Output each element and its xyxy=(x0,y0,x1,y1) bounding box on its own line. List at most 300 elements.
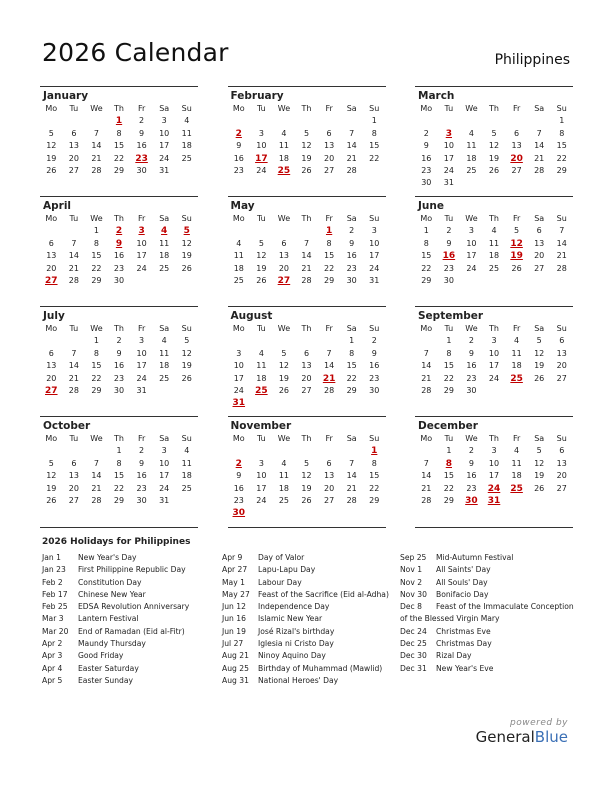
day-cell: 1 xyxy=(423,226,429,236)
week-row xyxy=(40,483,198,495)
day-cell: 8 xyxy=(349,348,355,358)
holiday-name: Feast of the Sacrifice (Eid al-Adha) xyxy=(258,589,389,599)
week-row xyxy=(228,385,386,397)
day-cell: 17 xyxy=(136,251,147,261)
month-name: January xyxy=(43,90,89,102)
day-cell: 13 xyxy=(324,141,335,151)
holiday-item xyxy=(222,675,389,687)
day-cell: 30 xyxy=(346,275,357,285)
weekday-label: Sa xyxy=(346,434,357,443)
holiday-column xyxy=(222,552,389,687)
day-cell: 5 xyxy=(536,336,542,346)
day-cell: 9 xyxy=(371,348,377,358)
day-cell: 28 xyxy=(91,495,102,505)
holiday-name: All Souls' Day xyxy=(436,577,488,587)
weekday-label: Th xyxy=(301,214,312,223)
week-row xyxy=(415,225,573,237)
day-cell: 31 xyxy=(487,495,501,506)
day-cell: 10 xyxy=(233,361,244,371)
weekday-header xyxy=(415,213,573,225)
holiday-date: Mar 20 xyxy=(42,626,69,636)
day-cell: 21 xyxy=(91,153,102,163)
day-cell xyxy=(295,335,318,347)
week-row xyxy=(40,153,198,165)
day-cell: 12 xyxy=(46,471,57,481)
day-cell: 14 xyxy=(534,141,545,151)
week-row xyxy=(415,385,573,397)
weekday-label: Th xyxy=(114,104,124,113)
day-cell: 28 xyxy=(301,275,312,285)
day-cell: 3 xyxy=(258,128,264,138)
week-row xyxy=(415,495,573,507)
holiday-date: Dec 25 xyxy=(400,639,427,649)
holiday-item xyxy=(42,626,189,638)
day-cell xyxy=(153,275,176,287)
day-cell xyxy=(175,275,198,287)
weekday-label: Su xyxy=(369,324,380,333)
month-march xyxy=(415,86,573,196)
day-cell: 8 xyxy=(371,458,377,468)
day-cell xyxy=(318,507,341,519)
day-cell: 24 xyxy=(256,165,267,175)
day-cell: 1 xyxy=(371,116,377,126)
weekday-label: Mo xyxy=(420,434,433,443)
week-row xyxy=(228,470,386,482)
month-october xyxy=(40,416,198,528)
day-cell: 30 xyxy=(443,275,454,285)
day-cell: 7 xyxy=(93,458,99,468)
holiday-item xyxy=(222,613,389,625)
week-row xyxy=(415,153,573,165)
weekday-label: We xyxy=(465,324,478,333)
day-cell: 1 xyxy=(446,446,452,456)
day-cell: 29 xyxy=(113,495,125,505)
day-cell: 14 xyxy=(68,251,79,261)
holiday-item xyxy=(400,626,574,638)
weekday-label: Fr xyxy=(137,104,146,113)
day-cell: 11 xyxy=(466,141,477,151)
day-cell: 30 xyxy=(232,508,246,519)
weekday-label: Su xyxy=(369,214,380,223)
country-name: Philippines xyxy=(494,52,570,68)
day-cell: 30 xyxy=(113,385,125,395)
weekday-label: Tu xyxy=(444,434,454,443)
holiday-item xyxy=(400,589,574,601)
holiday-item xyxy=(42,663,189,675)
day-cell: 2 xyxy=(115,226,123,237)
week-row xyxy=(40,165,198,177)
weekday-label: Mo xyxy=(420,214,433,223)
month-june xyxy=(415,196,573,306)
weekday-label: Mo xyxy=(232,324,245,333)
day-cell xyxy=(483,385,506,397)
week-row xyxy=(228,335,386,347)
day-cell: 10 xyxy=(488,348,500,358)
weekday-label: Mo xyxy=(45,434,58,443)
day-cell: 28 xyxy=(534,165,545,175)
day-cell: 14 xyxy=(324,361,335,371)
weekday-header xyxy=(228,323,386,335)
day-cell xyxy=(550,495,573,507)
day-cell xyxy=(460,115,483,127)
day-cell: 26 xyxy=(301,165,312,175)
holiday-item xyxy=(222,577,389,589)
month-name: March xyxy=(418,90,455,102)
day-cell: 6 xyxy=(559,336,565,346)
day-cell: 24 xyxy=(369,263,380,273)
holiday-name: Easter Sunday xyxy=(78,675,134,685)
day-cell: 24 xyxy=(256,495,267,505)
month-december xyxy=(415,416,573,528)
day-cell xyxy=(273,445,296,457)
day-cell: 4 xyxy=(184,446,190,456)
holiday-date: Apr 5 xyxy=(42,675,63,685)
day-cell xyxy=(228,335,251,347)
day-cell: 14 xyxy=(556,238,567,248)
day-cell: 5 xyxy=(303,128,310,138)
day-cell: 19 xyxy=(534,471,545,481)
day-cell xyxy=(85,115,108,127)
day-cell: 2 xyxy=(468,336,474,346)
day-cell xyxy=(550,177,573,189)
day-cell: 26 xyxy=(278,385,290,395)
week-row xyxy=(40,373,198,385)
holiday-name: Day of Valor xyxy=(258,553,305,562)
holidays-title: 2026 Holidays for Philippines xyxy=(42,537,191,547)
week-row xyxy=(415,445,573,457)
day-cell: 13 xyxy=(68,471,79,481)
weekday-label: Fr xyxy=(512,324,521,333)
day-cell: 17 xyxy=(255,153,268,164)
weekday-label: Su xyxy=(556,214,567,223)
day-cell: 23 xyxy=(233,495,244,505)
holiday-name: Ninoy Aquino Day xyxy=(258,651,326,661)
weekday-label: Sa xyxy=(159,434,170,443)
day-cell: 13 xyxy=(324,471,335,481)
holiday-item xyxy=(42,577,189,589)
day-cell: 27 xyxy=(277,275,291,286)
day-cell: 24 xyxy=(466,263,477,273)
day-cell xyxy=(273,115,296,127)
day-cell: 14 xyxy=(301,251,312,261)
day-cell: 12 xyxy=(301,471,312,481)
day-cell: 7 xyxy=(349,128,355,138)
day-cell: 31 xyxy=(159,495,170,505)
day-cell: 25 xyxy=(277,165,291,176)
day-cell: 13 xyxy=(556,348,567,358)
weekday-label: We xyxy=(277,214,291,223)
holiday-item xyxy=(42,552,189,564)
weekday-label: Th xyxy=(489,214,499,223)
day-cell: 12 xyxy=(510,238,523,249)
day-cell xyxy=(250,507,273,519)
day-cell: 23 xyxy=(135,153,148,164)
weekday-label: Sa xyxy=(346,324,357,333)
day-cell: 19 xyxy=(534,361,545,371)
weekday-label: Th xyxy=(114,214,124,223)
day-cell: 4 xyxy=(514,336,520,346)
month-name: May xyxy=(230,200,255,212)
day-cell: 7 xyxy=(71,348,77,358)
day-cell: 24 xyxy=(488,373,500,383)
day-cell: 27 xyxy=(301,385,312,395)
day-cell: 26 xyxy=(511,263,522,273)
week-row xyxy=(415,128,573,140)
day-cell: 16 xyxy=(369,361,380,371)
month-august xyxy=(228,306,386,416)
month-april xyxy=(40,196,198,306)
day-cell xyxy=(63,115,86,127)
day-cell: 9 xyxy=(468,458,474,468)
weekday-label: Mo xyxy=(232,434,245,443)
day-cell: 25 xyxy=(488,263,500,273)
day-cell: 17 xyxy=(159,141,170,151)
day-cell: 13 xyxy=(46,251,57,261)
day-cell: 31 xyxy=(369,275,380,285)
day-cell: 3 xyxy=(236,348,242,358)
weekday-label: Sa xyxy=(534,434,545,443)
holiday-name: Mid-Autumn Festival xyxy=(436,553,514,562)
day-cell: 2 xyxy=(139,446,145,456)
day-cell: 14 xyxy=(91,141,102,151)
day-cell: 21 xyxy=(68,373,79,383)
day-cell: 19 xyxy=(256,263,267,273)
day-cell: 4 xyxy=(236,238,242,248)
day-cell: 26 xyxy=(181,373,192,383)
day-cell: 28 xyxy=(324,385,335,395)
day-cell: 29 xyxy=(443,495,454,505)
weekday-label: Th xyxy=(489,324,499,333)
week-row xyxy=(228,483,386,495)
day-cell xyxy=(40,225,63,237)
holiday-column xyxy=(400,552,574,675)
day-cell: 17 xyxy=(466,251,477,261)
weekday-label: Tu xyxy=(69,214,79,223)
day-cell: 22 xyxy=(421,263,432,273)
day-cell: 21 xyxy=(421,483,432,493)
day-cell: 5 xyxy=(184,336,190,346)
day-cell: 21 xyxy=(346,153,357,163)
brand-name: GeneralBlue xyxy=(475,728,568,746)
day-cell: 22 xyxy=(369,153,380,163)
day-cell: 15 xyxy=(113,141,125,151)
day-cell: 22 xyxy=(369,483,380,493)
day-cell: 10 xyxy=(136,348,147,358)
day-cell: 24 xyxy=(136,263,147,273)
holiday-date: Aug 25 xyxy=(222,663,249,673)
weekday-label: Tu xyxy=(444,324,454,333)
day-cell: 4 xyxy=(491,226,497,236)
holiday-date: Mar 3 xyxy=(42,614,64,624)
day-cell: 20 xyxy=(68,483,79,493)
day-cell: 19 xyxy=(181,361,192,371)
holiday-name: First Philippine Republic Day xyxy=(78,565,186,575)
day-cell: 3 xyxy=(139,336,145,346)
day-cell: 31 xyxy=(159,165,170,175)
day-cell: 21 xyxy=(556,251,567,261)
holiday-name: Birthday of Muhammad (Mawlid) xyxy=(258,663,383,673)
day-cell: 13 xyxy=(556,458,567,468)
day-cell: 13 xyxy=(301,361,312,371)
day-cell xyxy=(528,115,551,127)
week-row xyxy=(40,445,198,457)
day-cell: 9 xyxy=(139,458,145,468)
month-name: December xyxy=(418,420,478,432)
day-cell: 4 xyxy=(468,128,474,138)
day-cell: 5 xyxy=(258,238,264,248)
holiday-item xyxy=(222,552,389,564)
day-cell xyxy=(363,507,386,519)
weekday-label: Sa xyxy=(346,104,357,113)
holiday-date: Jun 16 xyxy=(222,614,246,624)
day-cell: 2 xyxy=(446,226,452,236)
day-cell: 20 xyxy=(534,251,545,261)
day-cell: 5 xyxy=(514,226,520,236)
day-cell: 20 xyxy=(324,153,335,163)
day-cell: 11 xyxy=(181,128,192,138)
day-cell: 6 xyxy=(48,238,54,248)
day-cell: 17 xyxy=(233,373,244,383)
week-row xyxy=(415,115,573,127)
weekday-label: Fr xyxy=(512,104,521,113)
day-cell: 20 xyxy=(278,263,290,273)
day-cell: 24 xyxy=(487,483,501,494)
holiday-name: Independence Day xyxy=(258,602,330,612)
day-cell xyxy=(528,275,551,287)
day-cell: 26 xyxy=(46,495,57,505)
day-cell: 22 xyxy=(91,373,102,383)
day-cell: 22 xyxy=(91,263,102,273)
day-cell: 4 xyxy=(281,128,287,138)
day-cell: 21 xyxy=(91,483,102,493)
week-row xyxy=(228,140,386,152)
weekday-label: Su xyxy=(556,434,567,443)
day-cell: 3 xyxy=(161,446,167,456)
weekday-label: Sa xyxy=(346,214,357,223)
day-cell: 16 xyxy=(466,471,477,481)
day-cell: 1 xyxy=(325,226,333,237)
day-cell: 21 xyxy=(346,483,357,493)
day-cell xyxy=(40,115,63,127)
day-cell: 8 xyxy=(445,458,452,469)
day-cell xyxy=(318,115,341,127)
day-cell xyxy=(505,495,528,507)
weekday-label: Su xyxy=(369,434,380,443)
day-cell: 10 xyxy=(443,141,454,151)
week-row xyxy=(40,140,198,152)
day-cell: 2 xyxy=(139,116,145,126)
day-cell: 23 xyxy=(369,373,380,383)
day-cell xyxy=(63,445,86,457)
day-cell xyxy=(483,115,506,127)
day-cell: 14 xyxy=(346,471,357,481)
day-cell: 26 xyxy=(46,165,57,175)
day-cell: 28 xyxy=(68,385,79,395)
holiday-date: Jun 19 xyxy=(222,626,246,636)
weekday-label: Mo xyxy=(420,324,433,333)
day-cell: 1 xyxy=(116,446,122,456)
day-cell: 8 xyxy=(116,128,122,138)
month-name: September xyxy=(418,310,484,322)
day-cell: 5 xyxy=(281,348,287,358)
holiday-date: Feb 25 xyxy=(42,602,68,612)
day-cell: 8 xyxy=(371,128,377,138)
day-cell: 11 xyxy=(233,251,244,261)
holiday-date: Apr 27 xyxy=(222,565,248,575)
day-cell: 30 xyxy=(113,275,125,285)
day-cell: 1 xyxy=(93,336,99,346)
day-cell: 29 xyxy=(443,385,454,395)
holiday-name: Rizal Day xyxy=(436,651,472,661)
weekday-label: Fr xyxy=(325,324,333,333)
weekday-label: Su xyxy=(181,324,192,333)
day-cell xyxy=(438,115,461,127)
day-cell xyxy=(363,165,386,177)
weekday-label: Mo xyxy=(232,214,245,223)
holiday-name: Lantern Festival xyxy=(78,614,139,624)
day-cell: 15 xyxy=(346,361,357,371)
day-cell: 25 xyxy=(181,153,192,163)
weekday-header xyxy=(228,433,386,445)
weekday-label: Su xyxy=(556,324,567,333)
day-cell: 18 xyxy=(488,251,500,261)
day-cell: 26 xyxy=(534,373,545,383)
week-row xyxy=(228,165,386,177)
day-cell: 8 xyxy=(116,458,122,468)
calendar-grid xyxy=(40,86,573,528)
week-row xyxy=(228,263,386,275)
day-cell: 9 xyxy=(115,238,123,249)
week-row xyxy=(228,225,386,237)
weekday-label: Sa xyxy=(534,104,545,113)
day-cell: 9 xyxy=(446,238,452,248)
day-cell: 28 xyxy=(346,495,357,505)
day-cell: 10 xyxy=(136,238,147,248)
day-cell: 22 xyxy=(443,373,454,383)
day-cell: 12 xyxy=(46,141,57,151)
weekday-label: Fr xyxy=(325,104,333,113)
weekday-label: Tu xyxy=(256,434,266,443)
day-cell: 15 xyxy=(369,141,380,151)
holiday-name: All Saints' Day xyxy=(436,565,491,575)
day-cell: 27 xyxy=(68,165,79,175)
day-cell: 20 xyxy=(46,263,57,273)
day-cell: 22 xyxy=(113,153,125,163)
day-cell: 7 xyxy=(423,348,429,358)
weekday-label: Tu xyxy=(69,104,79,113)
day-cell: 8 xyxy=(559,128,565,138)
weekday-label: Fr xyxy=(512,434,521,443)
day-cell: 19 xyxy=(301,483,312,493)
holiday-date: Apr 4 xyxy=(42,663,63,673)
day-cell: 11 xyxy=(278,471,290,481)
week-row xyxy=(228,153,386,165)
day-cell: 19 xyxy=(278,373,290,383)
day-cell: 27 xyxy=(45,385,58,396)
holiday-item xyxy=(400,650,574,662)
week-row xyxy=(40,115,198,127)
day-cell xyxy=(505,115,528,127)
day-cell xyxy=(340,507,363,519)
weekday-label: Th xyxy=(114,434,124,443)
weekday-header xyxy=(40,103,198,115)
week-row xyxy=(415,263,573,275)
day-cell: 6 xyxy=(559,446,565,456)
day-cell: 15 xyxy=(421,251,432,261)
month-name: August xyxy=(230,310,273,322)
holiday-item xyxy=(42,601,189,613)
day-cell xyxy=(228,445,251,457)
